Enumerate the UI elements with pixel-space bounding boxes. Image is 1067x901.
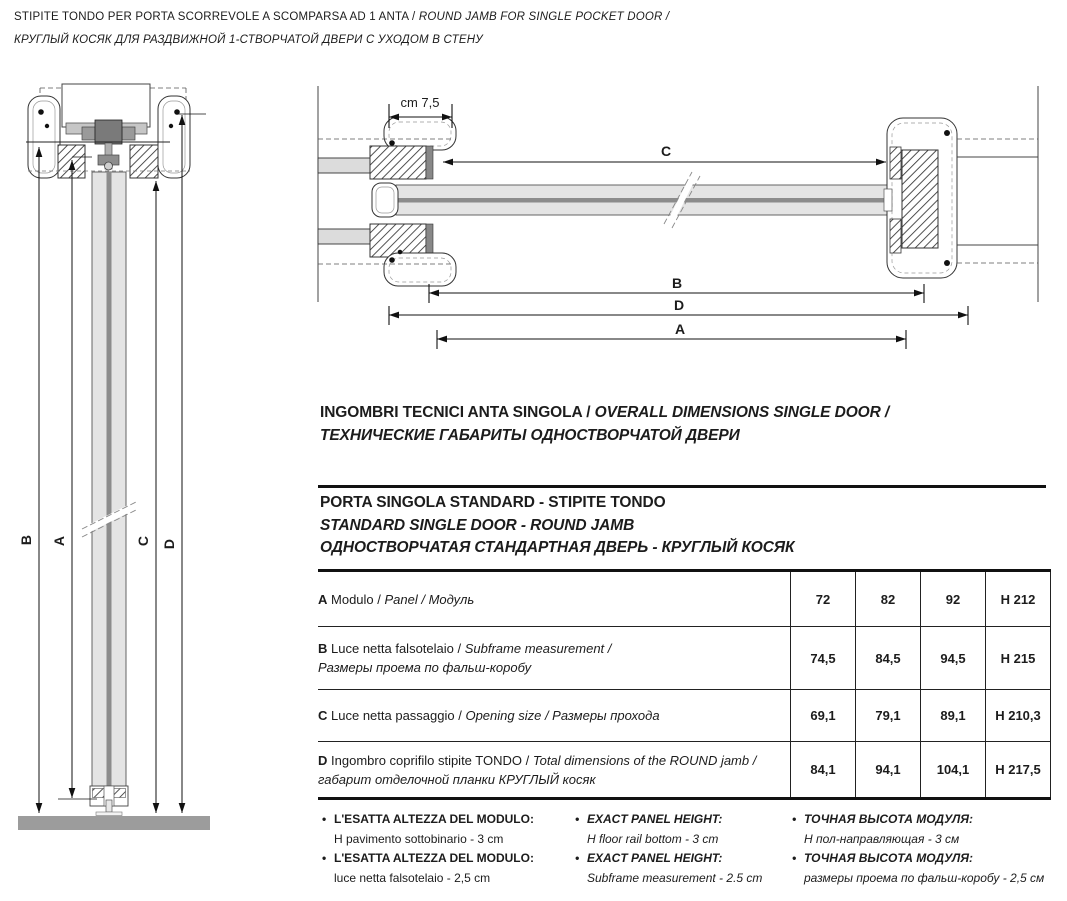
value-cell: H 210,3 xyxy=(986,690,1051,742)
dim-label-d-vertical: D xyxy=(161,538,177,550)
divider-rule-top xyxy=(318,485,1046,488)
doc-title-it: STIPITE TONDO PER PORTA SCORREVOLE A SCOMPARSA AD 1 ANTA / xyxy=(14,11,419,23)
dimensions-table xyxy=(318,569,1051,800)
dim-label-c-horizontal: C xyxy=(660,143,672,159)
value-cell: H 212 xyxy=(986,571,1051,627)
row-label-line2: габарит отделочной планки КРУГЛЫЙ косяк xyxy=(318,771,596,787)
row-label-intl: Subframe measurement / xyxy=(464,641,612,656)
footnote-text: H pavimento sottobinario - 3 cm xyxy=(334,831,504,846)
footnote-title: • EXACT PANEL HEIGHT: xyxy=(575,849,787,869)
footnote-text: размеры проема по фальш-коробу - 2,5 см xyxy=(804,870,1045,885)
floor xyxy=(18,816,210,830)
row-key: D xyxy=(318,752,328,768)
row-label-intl: Total dimensions of the ROUND jamb / xyxy=(532,752,757,768)
row-label-cell xyxy=(318,742,791,799)
doc-title-en: ROUND JAMB FOR SINGLE POCKET DOOR / xyxy=(418,11,670,23)
value-cell: 94,1 xyxy=(856,742,921,799)
footnote-text: Н пол-направляющая - 3 см xyxy=(804,831,960,846)
header-track-assembly xyxy=(26,84,190,178)
dim-label-b-vertical: B xyxy=(18,534,34,546)
section-heading-ru: ТЕХНИЧЕСКИЕ ГАБАРИТЫ ОДНОСТВОРЧАТОЙ ДВЕРИ xyxy=(320,427,740,444)
footnote-text: luce netta falsotelaio - 2,5 cm xyxy=(334,870,491,885)
row-label-line2: Размеры проема по фальш-коробу xyxy=(318,660,532,675)
footnote-text: Subframe measurement - 2.5 cm xyxy=(587,870,763,885)
value-cell: 79,1 xyxy=(856,690,921,742)
table-row xyxy=(318,690,1051,742)
dim-label-a-horizontal: A xyxy=(674,321,686,337)
value-cell: 69,1 xyxy=(791,690,856,742)
table-title-en: STANDARD SINGLE DOOR - ROUND JAMB xyxy=(320,516,635,534)
value-cell: 92 xyxy=(921,571,986,627)
doc-title-line1 xyxy=(14,6,1014,29)
value-cell: 72 xyxy=(791,571,856,627)
row-label-intl: Panel / Модуль xyxy=(384,591,475,607)
dim-label-c-vertical: C xyxy=(135,535,151,547)
row-label-it: Ingombro coprifilo stipite TONDO / xyxy=(331,752,533,768)
dim-label-a-vertical: A xyxy=(51,535,67,547)
door-panel-horizontal xyxy=(372,172,888,228)
table-row xyxy=(318,627,1051,690)
value-cell: 84,5 xyxy=(856,627,921,690)
table-title xyxy=(320,492,1040,560)
value-cell: 94,5 xyxy=(921,627,986,690)
table-title-ru: ОДНОСТВОРЧАТАЯ СТАНДАРТНАЯ ДВЕРЬ - КРУГЛЫЙ КОСЯК xyxy=(320,539,795,556)
section-heading-en: OVERALL DIMENSIONS SINGLE DOOR / xyxy=(594,404,890,421)
footnote-title: • ТОЧНАЯ ВЫСОТА МОДУЛЯ: xyxy=(792,810,1058,830)
table-row xyxy=(318,571,1051,627)
section-heading xyxy=(320,401,1040,447)
doc-title xyxy=(14,6,1014,52)
floor-guide xyxy=(106,800,112,812)
vertical-section-drawing xyxy=(0,78,220,838)
value-cell: 89,1 xyxy=(921,690,986,742)
dim-label-b-horizontal: B xyxy=(671,275,683,291)
footnotes-italian xyxy=(322,810,568,888)
section-heading-it: INGOMBRI TECNICI ANTA SINGOLA / xyxy=(320,404,595,421)
footnote-title: • L'ESATTA ALTEZZA DEL MODULO: xyxy=(322,849,568,869)
footnote-title: • L'ESATTA ALTEZZA DEL MODULO: xyxy=(322,810,568,830)
value-cell: 84,1 xyxy=(791,742,856,799)
right-jamb xyxy=(884,118,957,278)
footnote-text: H floor rail bottom - 3 cm xyxy=(587,831,719,846)
door-panel-vertical xyxy=(82,172,136,802)
footnote-title: • EXACT PANEL HEIGHT: xyxy=(575,810,787,830)
row-label-intl: Opening size / Размеры прохода xyxy=(465,708,660,723)
footnotes-russian xyxy=(792,810,1058,888)
footnotes-english xyxy=(575,810,787,888)
value-cell: 74,5 xyxy=(791,627,856,690)
value-cell: H 215 xyxy=(986,627,1051,690)
row-key: A xyxy=(318,591,328,607)
row-label-it: Luce netta passaggio / xyxy=(331,708,466,723)
table-title-it: PORTA SINGOLA STANDARD - STIPITE TONDO xyxy=(320,494,666,511)
row-label-it: Modulo / xyxy=(331,591,385,607)
dim-label-d-horizontal: D xyxy=(673,297,685,313)
value-cell: 82 xyxy=(856,571,921,627)
value-cell: 104,1 xyxy=(921,742,986,799)
row-label-cell xyxy=(318,627,791,690)
pocket-dim-label: cm 7,5 xyxy=(400,95,440,110)
footnote-title: • ТОЧНАЯ ВЫСОТА МОДУЛЯ: xyxy=(792,849,1058,869)
right-wall xyxy=(957,86,1038,302)
doc-title-ru: КРУГЛЫЙ КОСЯК ДЛЯ РАЗДВИЖНОЙ 1-СТВОРЧАТОЙ ДВЕРИ С УХОДОМ В СТЕНУ xyxy=(14,34,483,46)
value-cell: H 217,5 xyxy=(986,742,1051,799)
bottom-rail-and-floor xyxy=(18,786,210,830)
row-key: B xyxy=(318,641,328,656)
horizontal-section-drawing xyxy=(300,80,1050,355)
row-label-cell xyxy=(318,690,791,742)
table-row xyxy=(318,742,1051,799)
section-heading-line1 xyxy=(320,401,1040,424)
row-key: C xyxy=(318,708,328,723)
row-label-cell xyxy=(318,571,791,627)
row-label-it: Luce netta falsotelaio / xyxy=(331,641,465,656)
